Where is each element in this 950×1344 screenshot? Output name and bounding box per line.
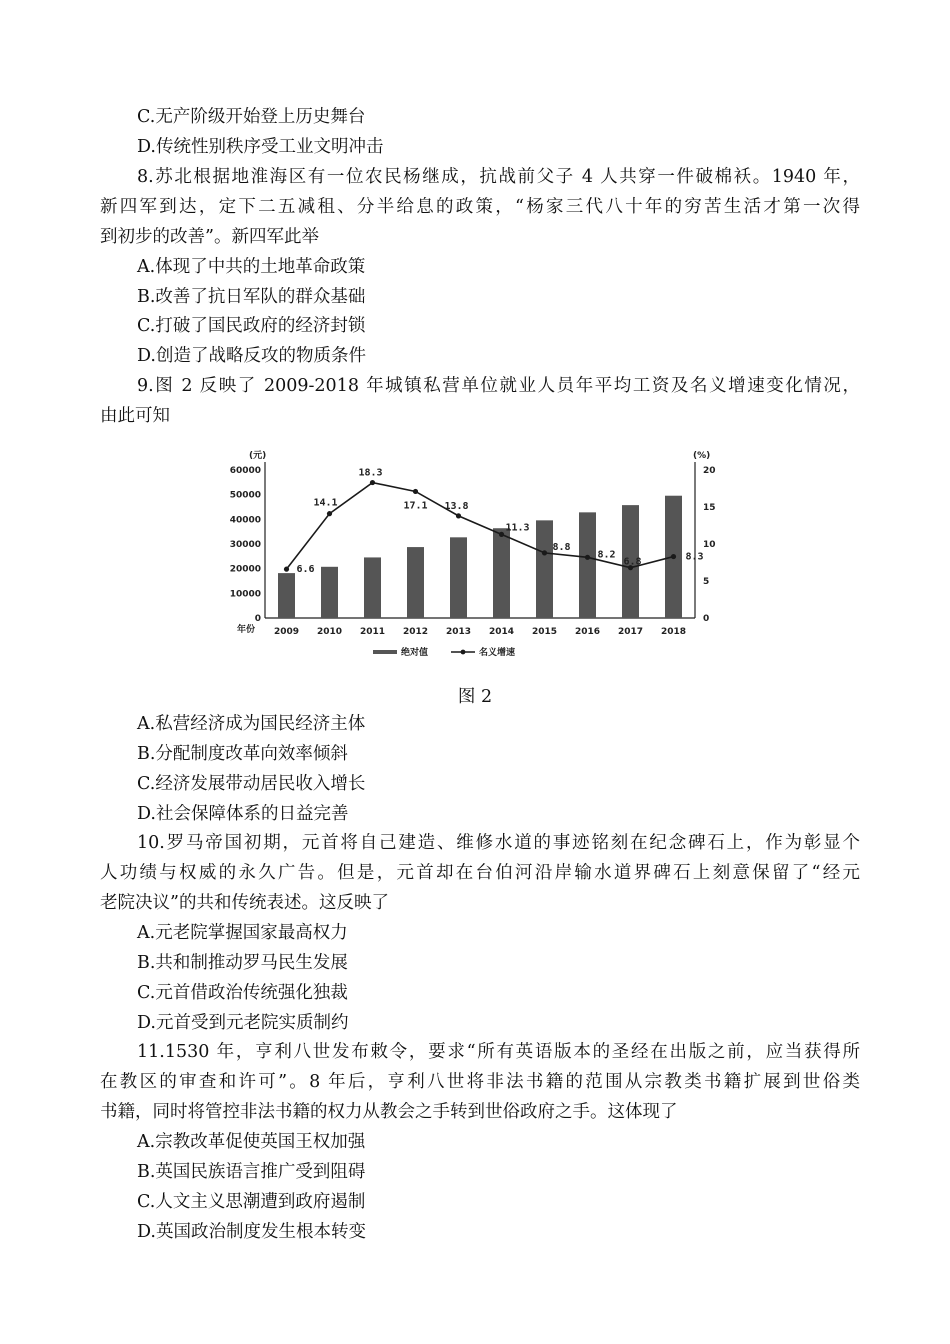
growth-data-label: 8.2 [597, 549, 616, 561]
x-tick-label: 2013 [445, 627, 472, 637]
legend-line-label: 名义增速 [479, 648, 516, 658]
x-tick-label: 2011 [359, 627, 386, 637]
q8-stem-line-2: 新四军到达，定下二五减租、分半给息的政策，“杨家三代八十年的穷苦生活才第一次得 [100, 197, 860, 217]
q10-stem-line-1: 10.罗马帝国初期，元首将自己建造、维修水道的事迹铭刻在纪念碑石上，作为彰显个 [137, 833, 860, 853]
bar [536, 520, 553, 618]
q11-option-a: A.宗教改革促使英国王权加强 [137, 1132, 366, 1152]
q7-option-c: C.无产阶级开始登上历史舞台 [137, 107, 366, 127]
growth-point [327, 511, 332, 516]
bar [364, 557, 381, 618]
legend-bar-swatch [373, 650, 397, 654]
q11-stem-line-1: 11.1530 年，亨利八世发布敕令，要求“所有英语版本的圣经在出版之前，应当获得所 [137, 1042, 860, 1062]
bar [493, 528, 510, 618]
q10-stem-line-2: 人功绩与权威的永久广告。但是，元首却在台伯河沿岸输水道界碑石上刻意保留了“经元 [100, 863, 860, 883]
q9-stem-line-1: 9.图 2 反映了 2009-2018 年城镇私营单位就业人员年平均工资及名义增速变化情况， [137, 376, 860, 396]
y-right-tick-label: 15 [703, 503, 716, 513]
growth-point [370, 480, 375, 485]
growth-point [585, 555, 590, 560]
growth-data-label: 13.8 [444, 500, 469, 512]
q10-option-c: C.元首借政治传统强化独裁 [137, 983, 348, 1003]
q9-option-c: C.经济发展带动居民收入增长 [137, 774, 366, 794]
growth-data-label: 11.3 [505, 522, 530, 534]
y-left-tick-label: 40000 [229, 515, 261, 526]
growth-point [542, 550, 547, 555]
y-left-tick-label: 30000 [229, 540, 261, 550]
growth-point [413, 489, 418, 494]
wage-chart [225, 440, 725, 670]
growth-data-label: 8.3 [685, 551, 704, 563]
y-left-tick-label: 50000 [229, 490, 261, 501]
bar [407, 547, 424, 618]
x-tick-label: 2018 [660, 627, 687, 637]
q11-stem-line-2: 在教区的审查和许可”。8 年后，亨利八世将非法书籍的范围从宗教类书籍扩展到世俗类 [100, 1072, 860, 1092]
y-left-tick-label: 20000 [229, 564, 261, 575]
q11-option-b: B.英国民族语言推广受到阻碍 [137, 1162, 366, 1182]
q10-option-a: A.元老院掌握国家最高权力 [137, 923, 348, 943]
bar [579, 512, 596, 618]
y-left-tick-label: 0 [254, 614, 261, 624]
y-right-tick-label: 5 [703, 577, 710, 587]
x-tick-label: 2017 [617, 627, 644, 637]
q8-stem-line-1: 8.苏北根据地淮海区有一位农民杨继成，抗战前父子 4 人共穿一件破棉袄。1940 年， [137, 167, 860, 187]
q8-option-d: D.创造了战略反攻的物质条件 [137, 346, 366, 366]
growth-data-label: 14.1 [313, 497, 338, 509]
q10-option-b: B.共和制推动罗马民生发展 [137, 953, 348, 973]
y-left-unit: (元) [249, 451, 267, 461]
y-right-tick-label: 20 [703, 466, 716, 476]
y-left-tick-label: 10000 [229, 589, 261, 600]
q11-option-d: D.英国政治制度发生根本转变 [137, 1222, 366, 1242]
q10-option-d: D.元首受到元老院实质制约 [137, 1013, 349, 1033]
x-tick-label: 2014 [488, 627, 515, 637]
q8-stem-line-3: 到初步的改善”。新四军此举 [100, 227, 319, 247]
growth-point [456, 513, 461, 518]
growth-data-label: 18.3 [358, 467, 383, 479]
growth-data-label: 8.8 [552, 541, 571, 553]
bar [450, 537, 467, 618]
y-right-tick-label: 0 [703, 614, 710, 624]
q8-option-a: A.体现了中共的土地革命政策 [137, 257, 366, 277]
q11-option-c: C.人文主义思潮遭到政府遏制 [137, 1192, 366, 1212]
legend-line-marker [461, 650, 466, 655]
legend-bar-label: 绝对值 [401, 648, 429, 658]
q7-option-d: D.传统性别秩序受工业文明冲击 [137, 137, 384, 157]
q9-stem-line-2: 由此可知 [100, 406, 170, 426]
x-tick-label: 2015 [531, 627, 558, 637]
x-axis-label: 年份 [237, 625, 256, 635]
growth-point [499, 532, 504, 537]
x-tick-label: 2009 [273, 627, 300, 637]
y-right-tick-label: 10 [703, 540, 716, 550]
q8-option-c: C.打破了国民政府的经济封锁 [137, 316, 366, 336]
bar [321, 567, 338, 618]
q10-stem-line-3: 老院决议”的共和传统表述。这反映了 [100, 893, 389, 913]
x-tick-label: 2012 [402, 627, 429, 637]
y-left-tick-label: 60000 [229, 466, 261, 476]
growth-point [671, 554, 676, 559]
q8-option-b: B.改善了抗日军队的群众基础 [137, 287, 366, 307]
y-right-unit: (%) [693, 451, 711, 461]
x-tick-label: 2016 [574, 627, 601, 637]
growth-data-label: 6.8 [623, 556, 642, 568]
figure-caption: 图 2 [457, 687, 493, 707]
bar [278, 573, 295, 618]
x-tick-label: 2010 [316, 627, 343, 637]
growth-point [284, 567, 289, 572]
growth-data-label: 17.1 [403, 500, 428, 512]
growth-data-label: 6.6 [296, 564, 315, 576]
q9-option-a: A.私营经济成为国民经济主体 [137, 714, 366, 734]
q9-option-b: B.分配制度改革向效率倾斜 [137, 744, 348, 764]
q9-option-d: D.社会保障体系的日益完善 [137, 804, 349, 824]
q11-stem-line-3: 书籍，同时将管控非法书籍的权力从教会之手转到世俗政府之手。这体现了 [100, 1102, 678, 1122]
